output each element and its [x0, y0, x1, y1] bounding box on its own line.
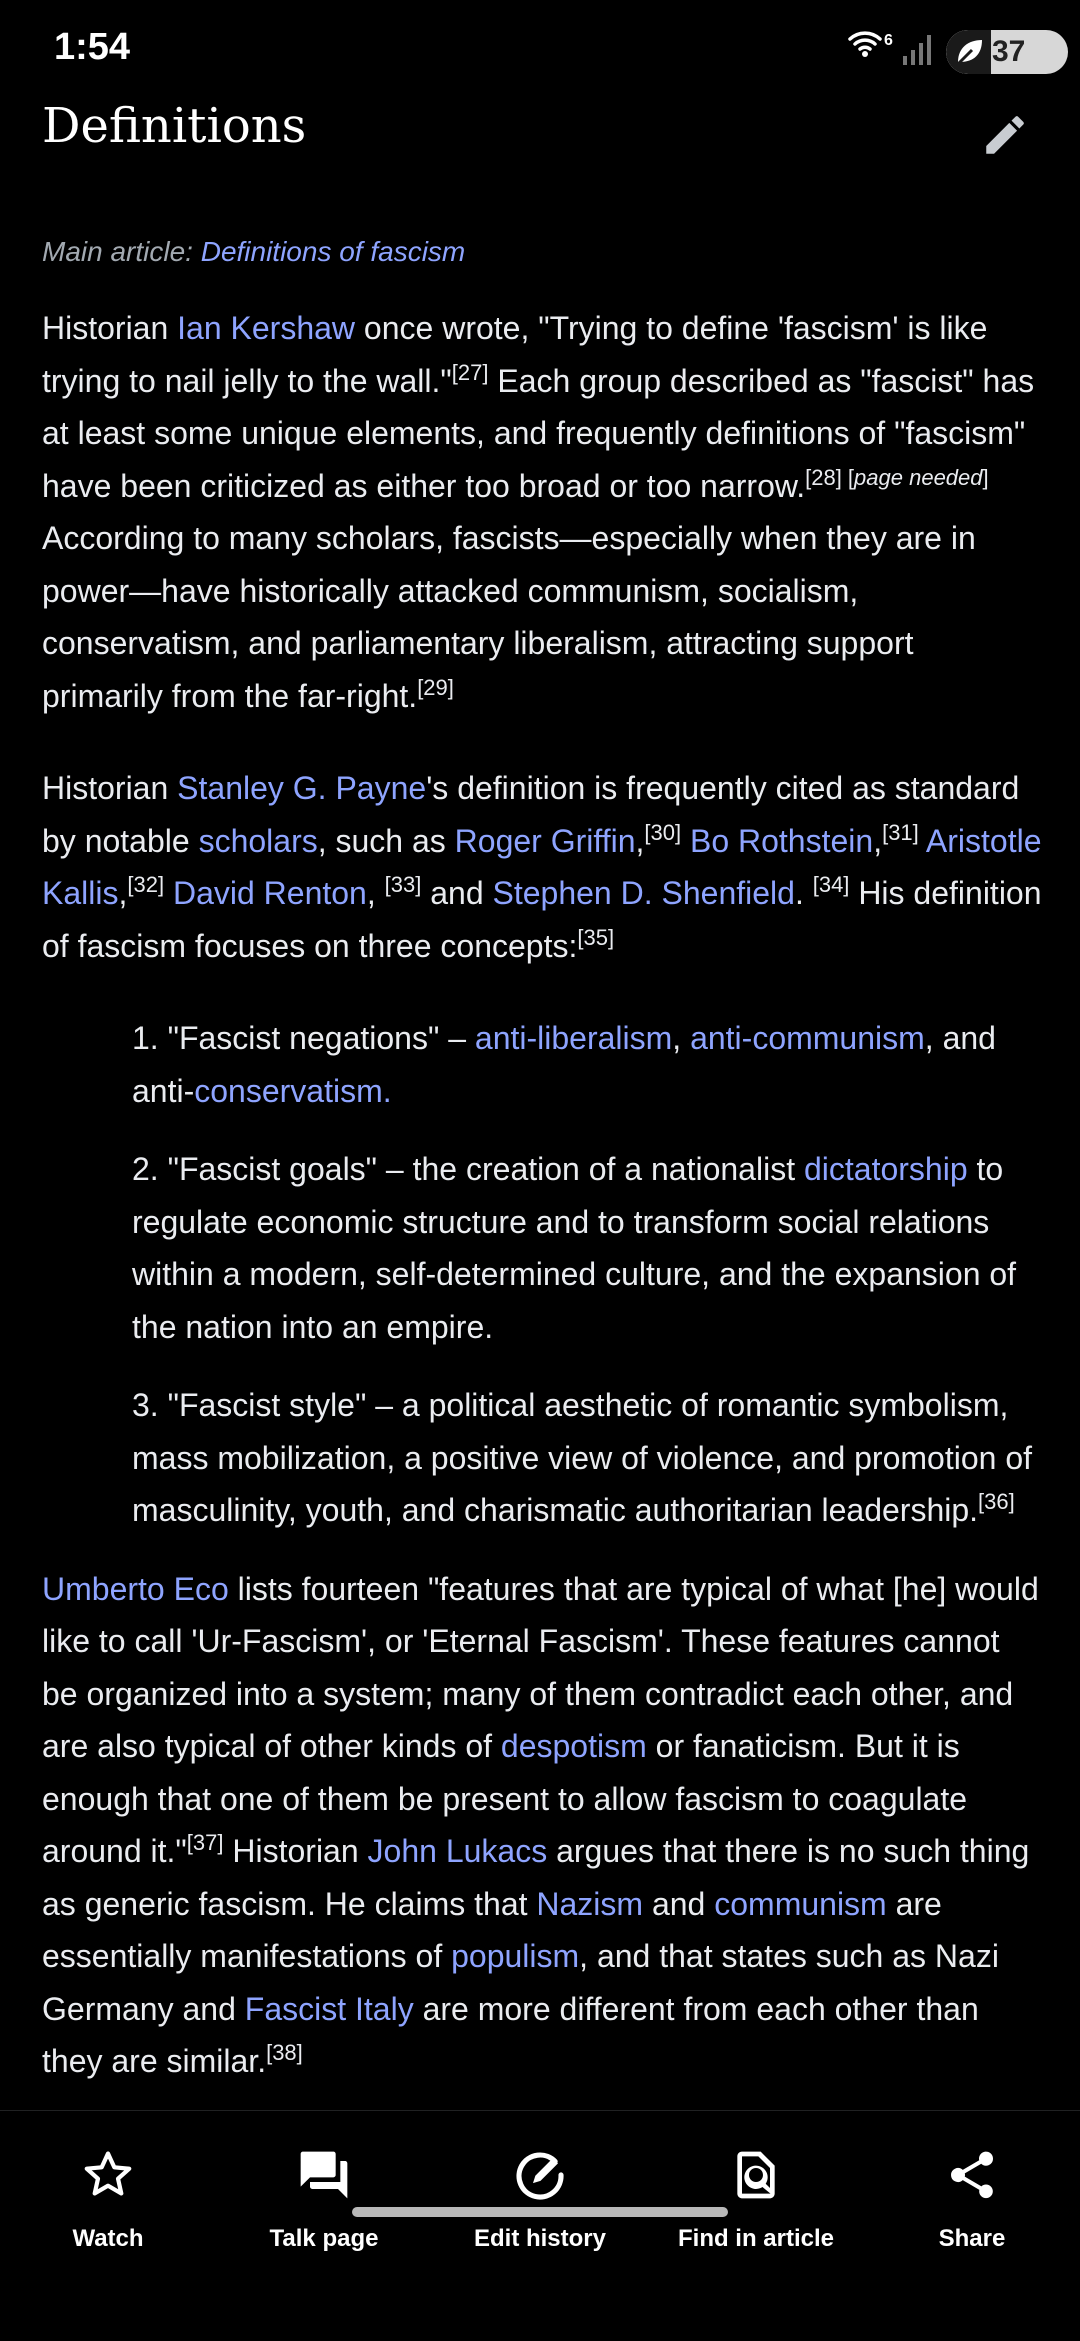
text: ,	[672, 1020, 691, 1056]
list-number: 1.	[132, 1020, 168, 1056]
link-john-lukacs[interactable]: John Lukacs	[367, 1833, 548, 1869]
talk-page-label: Talk page	[269, 2225, 379, 2252]
battery-saver-icon	[952, 36, 986, 68]
text: ,	[366, 875, 385, 911]
text: lists fourteen "features that are typical of what [he] would like to call 'Ur-Fascism', or 'Eternal Fascism'. These features cannot be organized into a system; many of them contradict each other, and are also typical of other kinds of	[42, 1570, 1039, 1764]
text: .	[794, 875, 813, 911]
page-needed-text: page needed	[854, 464, 983, 490]
text: Each group described as "fascist" has at least some unique elements, and frequently definitions of "fascism" have been criticized as either too broad or too narrow.	[42, 362, 1035, 504]
text: or fanaticism. But it is enough that one of them be present to allow fascism to coagulate around it."	[42, 1728, 968, 1869]
text: [	[841, 464, 855, 490]
link-stephen-d-shenfield[interactable]: Stephen D. Shenfield	[492, 875, 795, 911]
list-item	[132, 1379, 1042, 1537]
text: and	[643, 1885, 715, 1922]
text: "Fascist style" – a political aesthetic of romantic symbolism, mass mobilization, a positive view of violence, and promotion of masculinity, youth, and charismatic authoritarian leadership.	[132, 1387, 1032, 1528]
article-content	[42, 232, 1042, 2128]
text: argues that there is no such thing as generic fascism. He claims that	[42, 1833, 1030, 1922]
text: , such as	[317, 822, 455, 859]
text: , and that states such as Nazi Germany and	[42, 1938, 999, 2027]
reference-34[interactable]: [34]	[812, 872, 850, 897]
link-anti-communism[interactable]: anti-communism	[690, 1020, 925, 1056]
share-button[interactable]	[864, 2111, 1080, 2253]
home-indicator[interactable]	[352, 2207, 728, 2217]
link-roger-griffin[interactable]: Roger Griffin	[454, 822, 636, 859]
text	[681, 823, 690, 859]
text: ,	[873, 822, 883, 859]
link-bo-rothstein[interactable]: Bo Rothstein	[689, 822, 874, 859]
link-populism[interactable]: populism	[451, 1938, 580, 1974]
text: to regulate economic structure and to transform social relations within a modern, self-determined culture, and the expansion of the nation into an empire.	[132, 1151, 1017, 1345]
edit-history-label: Edit history	[473, 2225, 606, 2252]
link-communism[interactable]: communism	[714, 1885, 887, 1922]
status-bar	[0, 0, 1080, 100]
link-nazism[interactable]: Nazism	[536, 1885, 644, 1922]
concepts-list	[42, 1012, 1042, 1537]
text: .	[382, 1072, 392, 1109]
text: are more different from each other than they are similar.	[42, 1990, 979, 2079]
watch-button[interactable]	[0, 2111, 216, 2253]
reference-27[interactable]: [27]	[451, 359, 489, 385]
page-needed-tag[interactable]	[842, 465, 989, 490]
text: are essentially manifestations of	[42, 1885, 942, 1974]
link-definitions-of-fascism[interactable]: Definitions of fascism	[200, 236, 466, 267]
text: once wrote, "Trying to define 'fascism' is like trying to nail jelly to the wall."	[42, 310, 988, 399]
list-item	[132, 1012, 1042, 1117]
hatnote-prefix: Main article:	[42, 236, 201, 267]
link-fascist-italy[interactable]: Fascist Italy	[244, 1990, 414, 2027]
bottom-action-bar	[0, 2110, 1080, 2341]
text: 's definition is frequently cited as standard by notable	[42, 770, 1020, 859]
text: ,	[118, 875, 128, 911]
text	[164, 875, 173, 911]
link-anti-liberalism[interactable]: anti-liberalism	[474, 1020, 673, 1056]
text: and	[421, 875, 493, 911]
link-despotism[interactable]: despotism	[500, 1728, 647, 1764]
share-label: Share	[938, 2225, 1006, 2252]
edit-history-icon	[512, 2147, 568, 2203]
paragraph-payne	[42, 762, 1042, 972]
battery-level: 37	[992, 35, 1026, 68]
text: Historian	[42, 310, 178, 346]
watch-label: Watch	[72, 2225, 144, 2252]
link-david-renton[interactable]: David Renton	[172, 875, 367, 911]
signal-icon	[902, 34, 932, 66]
link-umberto-eco[interactable]: Umberto Eco	[42, 1570, 229, 1607]
hatnote	[42, 232, 1042, 272]
list-number: 2.	[132, 1151, 168, 1187]
link-scholars[interactable]: scholars	[198, 822, 318, 859]
status-time: 1:54	[54, 26, 131, 68]
talk-page-button[interactable]	[216, 2111, 432, 2253]
find-in-page-icon	[728, 2147, 784, 2203]
star-icon	[80, 2147, 136, 2203]
list-item	[132, 1143, 1042, 1353]
find-in-article-button[interactable]	[648, 2111, 864, 2253]
link-conservatism[interactable]: conservatism	[194, 1072, 383, 1109]
list-number: 3.	[132, 1387, 168, 1423]
text: "Fascist negations" –	[167, 1020, 475, 1056]
text: Historian	[42, 770, 178, 806]
reference-35[interactable]: [35]	[577, 924, 615, 950]
edit-history-button[interactable]	[432, 2111, 648, 2253]
paragraph-eco	[42, 1563, 1042, 2088]
text: ,	[635, 822, 645, 859]
section-title: Definitions	[42, 98, 307, 154]
wifi-badge: 6	[884, 32, 893, 49]
reference-37[interactable]: [37]	[186, 1830, 224, 1855]
text: According to many scholars, fascists—especially when they are in power—have historically attacked communism, socialism, conservatism, and parliamentary liberalism, attracting support primarily from the far-right.	[42, 520, 976, 714]
edit-pencil-icon[interactable]	[980, 110, 1030, 160]
text: "Fascist goals" – the creation of a nationalist	[167, 1151, 804, 1187]
link-dictatorship[interactable]: dictatorship	[803, 1151, 968, 1187]
text: ]	[982, 464, 989, 490]
reference-30[interactable]: [30]	[644, 819, 682, 845]
reference-36[interactable]: [36]	[978, 1489, 1015, 1514]
share-icon	[944, 2147, 1000, 2203]
find-in-article-label: Find in article	[677, 2225, 835, 2252]
paragraph-kershaw	[42, 302, 1042, 722]
link-ian-kershaw[interactable]: Ian Kershaw	[177, 310, 356, 346]
reference-33[interactable]: [33]	[384, 872, 422, 897]
reference-32[interactable]: [32]	[127, 872, 165, 897]
reference-38[interactable]: [38]	[266, 2040, 303, 2065]
reference-29[interactable]: [29]	[417, 674, 454, 700]
wifi-icon	[848, 30, 882, 58]
link-stanley-g-payne[interactable]: Stanley G. Payne	[177, 770, 427, 806]
link-aristotle-kallis[interactable]: Aristotle Kallis	[42, 822, 1042, 911]
reference-28[interactable]: [28]	[805, 464, 842, 490]
text: His definition of fascism focuses on three concepts:	[42, 875, 1042, 964]
talk-bubbles-icon	[296, 2147, 352, 2203]
battery-indicator	[946, 30, 1068, 74]
text	[919, 823, 926, 859]
text: , and anti-	[132, 1020, 996, 1109]
text: Historian	[223, 1833, 368, 1869]
reference-31[interactable]: [31]	[882, 819, 919, 845]
